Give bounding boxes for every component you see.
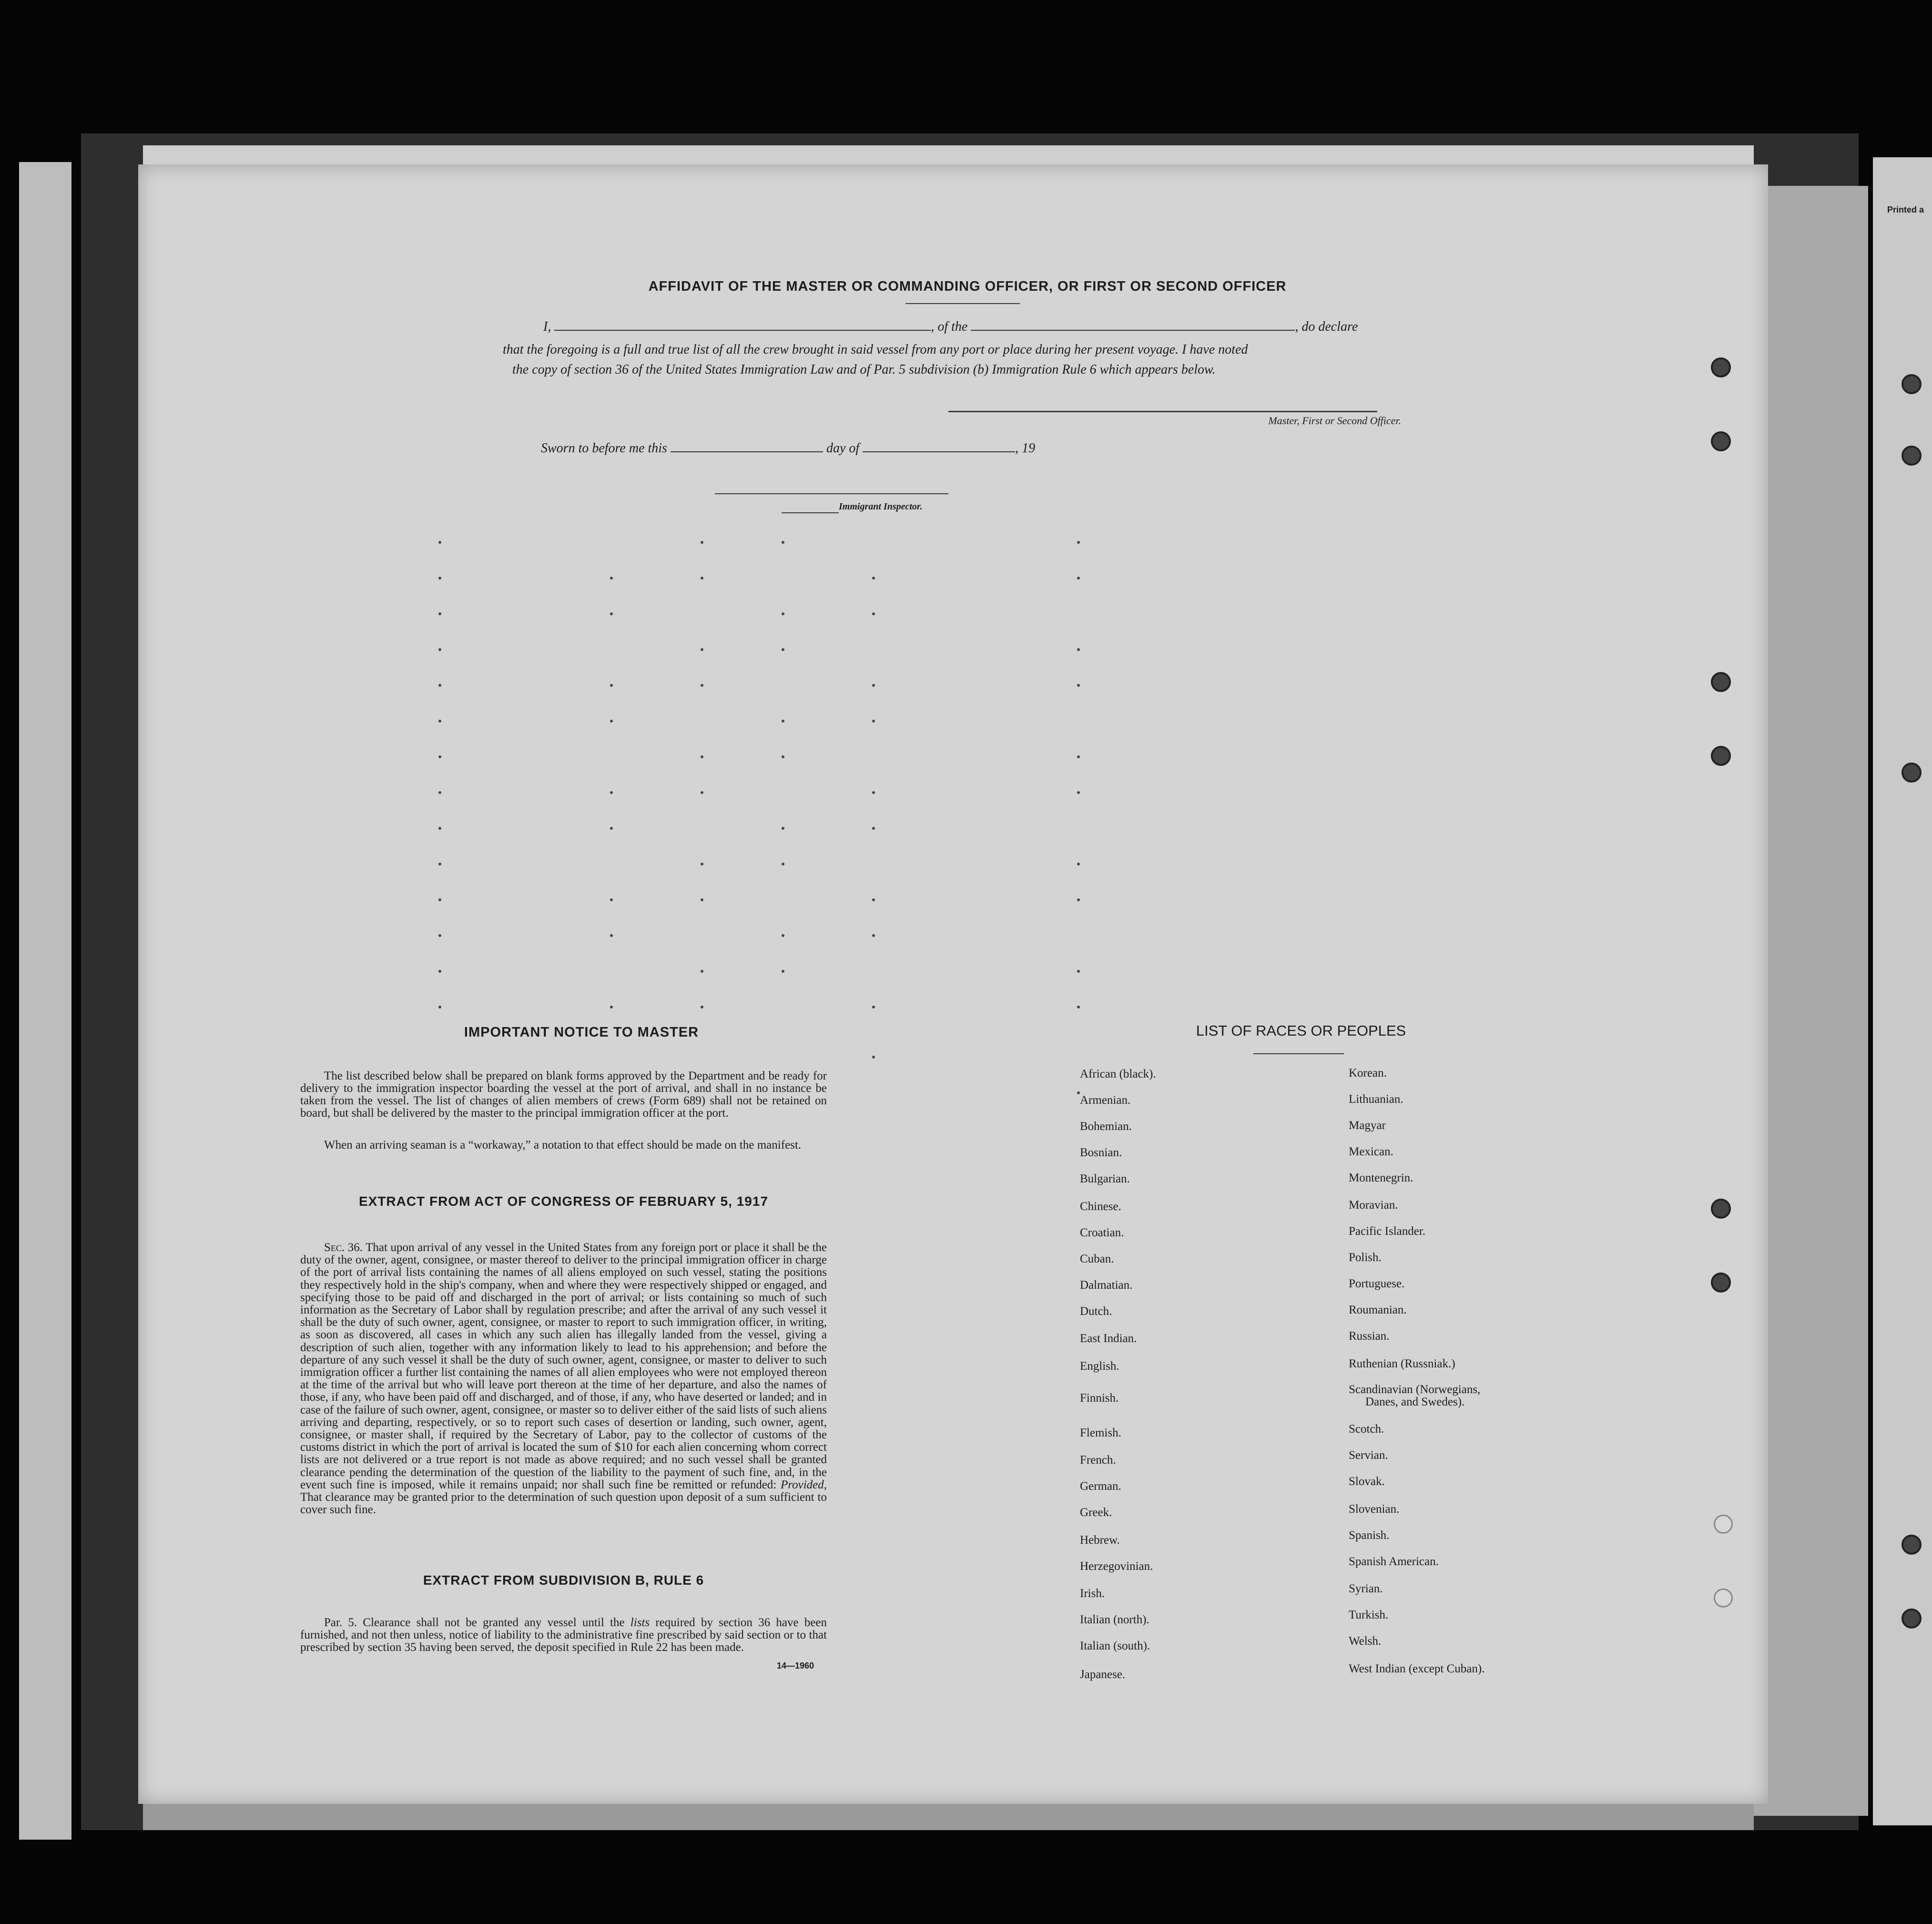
binder-hole (1901, 374, 1922, 394)
page-top-edge (143, 145, 1754, 164)
bleed-dot (1077, 863, 1080, 865)
races-divider (1253, 1053, 1344, 1054)
title-divider (905, 303, 1020, 304)
bleed-dot (782, 648, 784, 651)
section-36-text (300, 1242, 827, 1516)
binder-hole (1711, 357, 1731, 377)
binder-hole (1714, 1588, 1733, 1608)
race-item: Slovenian. (1349, 1503, 1400, 1516)
right-strip-text: Printed a (1887, 205, 1924, 214)
affidavit-line-2: that the foregoing is a full and true list of all the crew brought in said vessel from any port or place during her present voyage. I have noted (503, 342, 1248, 357)
race-item: East Indian. (1080, 1332, 1137, 1345)
race-item: Syrian. (1349, 1582, 1383, 1595)
sworn-month-blank (863, 451, 1015, 452)
race-item: Herzegovinian. (1080, 1560, 1153, 1573)
race-item: Ruthenian (Russniak.) (1349, 1357, 1455, 1370)
affidavit-of-the: , of the (931, 319, 968, 334)
bleed-dot (701, 970, 703, 973)
bleed-dot (438, 863, 441, 865)
bleed-dot (701, 791, 703, 794)
extract-act-title: EXTRACT FROM ACT OF CONGRESS OF FEBRUARY 5, 1917 (358, 1194, 769, 1209)
extract-rule-title: EXTRACT FROM SUBDIVISION B, RULE 6 (423, 1573, 704, 1588)
bleed-dot (610, 612, 613, 615)
proviso-word: Provided, (781, 1478, 827, 1491)
affidavit-line-3: the copy of section 36 of the United States Immigration Law and of Par. 5 subdivision (b) Immigration Rule 6 which appears below. (512, 362, 1216, 377)
bleed-dot (782, 827, 784, 830)
race-item: Danes, and Swedes). (1365, 1395, 1465, 1408)
bleed-dot (1077, 755, 1080, 758)
bleed-dot (872, 612, 875, 615)
bleed-dot (872, 1006, 875, 1008)
binder-hole (1901, 1608, 1922, 1629)
bleed-dot (701, 755, 703, 758)
race-item: Chinese. (1080, 1200, 1121, 1213)
binder-hole (1711, 1199, 1731, 1219)
bleed-dot (610, 684, 613, 687)
race-item: Pacific Islander. (1349, 1225, 1426, 1238)
bleed-dot (610, 577, 613, 580)
race-item: Greek. (1080, 1506, 1112, 1519)
bleed-dot (1077, 970, 1080, 973)
race-item: Turkish. (1349, 1608, 1389, 1621)
bleed-dot (610, 791, 613, 794)
bleed-dot (438, 684, 441, 687)
bleed-dot (872, 827, 875, 830)
bleed-dot (782, 970, 784, 973)
binder-hole (1711, 746, 1731, 766)
notice-paragraph-2: When an arriving seaman is a “workaway,” a notation to that effect should be made on the manifest. (324, 1139, 802, 1151)
race-item: Scotch. (1349, 1423, 1384, 1435)
race-item: German. (1080, 1480, 1121, 1493)
race-item: English. (1080, 1360, 1119, 1373)
bleed-dot (438, 541, 441, 544)
par5-lists: lists (630, 1616, 650, 1629)
race-item: Italian (north). (1080, 1613, 1149, 1626)
bleed-dot (438, 934, 441, 937)
vessel-blank (971, 330, 1295, 331)
race-item: Flemish. (1080, 1426, 1121, 1439)
bleed-dot (610, 827, 613, 830)
sworn-day-of: day of (826, 441, 860, 456)
bleed-dot (438, 720, 441, 723)
bleed-dot (872, 684, 875, 687)
notice-paragraph-1: The list described below shall be prepared on blank forms approved by the Department and be ready for delivery to the immigration inspector boarding the vessel at the port of arrival, and shall in no instance be taken from the vessel. The list of changes of alien members of crews (Form 689) shall not be retained on board, but shall be delivered by the master to the principal immigration officer at the port. (300, 1069, 827, 1120)
race-item: Italian (south). (1080, 1639, 1150, 1652)
inspector-signature-line (715, 493, 948, 494)
left-adjacent-page (19, 162, 71, 1840)
race-item: Scandinavian (Norwegians, (1349, 1383, 1481, 1396)
bleed-dot (701, 577, 703, 580)
race-item: Lithuanian. (1349, 1093, 1403, 1106)
race-item: Dutch. (1080, 1305, 1112, 1318)
bleed-dot (438, 612, 441, 615)
affidavit-title: AFFIDAVIT OF THE MASTER OR COMMANDING OFFICER, OR FIRST OR SECOND OFFICER (648, 279, 1287, 294)
bleed-dot (782, 541, 784, 544)
bleed-dot (438, 577, 441, 580)
form-number: 14—1960 (777, 1661, 814, 1670)
race-item: Dalmatian. (1080, 1279, 1133, 1292)
bleed-dot (701, 541, 703, 544)
race-item: Croatian. (1080, 1226, 1124, 1239)
proviso-text: That clearance may be granted prior to the determination of such question upon deposit of a sum sufficient to cover such fine. (300, 1491, 827, 1517)
race-item: West Indian (except Cuban). (1349, 1662, 1485, 1675)
race-item: Montenegrin. (1349, 1171, 1413, 1184)
race-item: Korean. (1349, 1067, 1387, 1079)
race-item: Welsh. (1349, 1635, 1382, 1648)
race-item: Magyar (1349, 1119, 1386, 1132)
binder-hole (1901, 446, 1922, 466)
bleed-dot (872, 934, 875, 937)
race-item: Mexican. (1349, 1145, 1393, 1158)
bleed-dot (1077, 541, 1080, 544)
par5-after: required by section 36 have been furnished, and not then unless, notice of liability to the administrative fine prescribed by said section or to that prescribed by section 35 having been served, the deposit specified in Rule 22 has been made. (300, 1616, 827, 1654)
binder-hole (1711, 1272, 1731, 1293)
race-item: Bosnian. (1080, 1146, 1122, 1159)
race-item: Hebrew. (1080, 1534, 1120, 1547)
bleed-dot (610, 720, 613, 723)
race-item: Armenian. (1080, 1094, 1131, 1107)
bleed-dot (438, 791, 441, 794)
binder-hole (1901, 763, 1922, 783)
race-item: Bulgarian. (1080, 1172, 1130, 1185)
race-item: Cuban. (1080, 1252, 1114, 1265)
bleed-dot (1077, 898, 1080, 901)
race-item: Bohemian. (1080, 1120, 1132, 1133)
bleed-dot (610, 934, 613, 937)
bleed-dot (872, 577, 875, 580)
section-label: Sec. 36. (324, 1241, 363, 1254)
binder-hole (1714, 1515, 1733, 1534)
bleed-dot (1077, 684, 1080, 687)
right-adjacent-page (1873, 157, 1932, 1825)
race-item: Slovak. (1349, 1475, 1385, 1488)
race-item: Roumanian. (1349, 1303, 1407, 1316)
binder-hole (1711, 672, 1731, 692)
bleed-dot (610, 1006, 613, 1008)
bleed-dot (872, 898, 875, 901)
par-5-text (300, 1617, 827, 1654)
inspector-caption: Immigrant Inspector. (839, 501, 923, 512)
bleed-dot (438, 898, 441, 901)
bleed-dot (701, 684, 703, 687)
binder-hole (1901, 1535, 1922, 1555)
bleed-dot (782, 612, 784, 615)
bleed-dot (782, 863, 784, 865)
race-item: Finnish. (1080, 1392, 1119, 1405)
name-blank (554, 330, 931, 331)
bleed-dot (701, 1006, 703, 1008)
race-item: Polish. (1349, 1251, 1382, 1264)
race-item: Spanish American. (1349, 1555, 1439, 1568)
race-item: African (black). (1080, 1068, 1156, 1080)
bleed-dot (782, 934, 784, 937)
bleed-dot (610, 898, 613, 901)
race-item: Moravian. (1349, 1199, 1398, 1211)
inspector-short-line (782, 512, 839, 513)
bleed-dot (1077, 577, 1080, 580)
bleed-dot (1077, 791, 1080, 794)
bleed-dot (438, 648, 441, 651)
bleed-dot (872, 720, 875, 723)
bleed-dot (438, 1006, 441, 1008)
sworn-line (541, 441, 1113, 456)
section-body: That upon arrival of any vessel in the United States from any foreign port or place it shall be the duty of the owner, agent, consignee, or master thereof to deliver to the principal immigration officer in charge of the port of arrival lists containing the names of all aliens employed on such vessel, stating the positions they respectively hold in the ship's company, when and where they were respectively shipped or engaged, and specifying those to be paid off and discharged in the port of arrival; or lists containing so much of such information as the Secretary of Labor shall by regulation prescribe; and after the arrival of any such vessel it shall be the duty of such owner, agent, consignee, or master to report to such immigration officer, in writing, as soon as discovered, all cases in which any such alien has illegally landed from the vessel, giving a description of such alien, together with any information likely to lead to his apprehension; and before the departure of any such vessel it shall be the duty of such owner, agent, consignee, or master to deliver to such immigration officer a further list containing the names of all alien employees who were not employed thereon at the time of the arrival but who will leave port thereon at the time of her departure, and also the names of those, if any, who have been paid off and discharged, and of those, if any, who have deserted or landed; and in case of the failure of such owner, agent, consignee, or master so to deliver either of the said lists of such aliens arriving and departing, respectively, or so to report such cases of desertion or landing, such owner, agent, consignee, or master shall, if required by the Secretary of Labor, pay to the collector of customs of the customs district in which the port of arrival is located the sum of $10 for each alien concerning whom correct lists are not delivered or a true report is not made as above required; and no such vessel shall be granted clearance pending the determination of the question of the liability to the payment of such fine, and, in the event such fine is imposed, while it remains unpaid; nor shall such fine be remitted or refunded: (300, 1241, 827, 1491)
race-item: Irish. (1080, 1587, 1105, 1600)
binder-hole (1711, 431, 1731, 451)
notice-title: IMPORTANT NOTICE TO MASTER (464, 1025, 699, 1040)
bleed-dot (782, 755, 784, 758)
races-title: LIST OF RACES OR PEOPLES (1196, 1022, 1406, 1039)
master-signature-line (948, 411, 1377, 412)
race-item: Servian. (1349, 1449, 1388, 1462)
bleed-dot (782, 720, 784, 723)
race-item: Japanese. (1080, 1668, 1126, 1681)
bleed-dot (1077, 648, 1080, 651)
race-item: Russian. (1349, 1330, 1390, 1343)
affidavit-i: I, (543, 319, 551, 334)
master-signature-caption: Master, First or Second Officer. (1268, 415, 1401, 427)
race-item: French. (1080, 1454, 1116, 1466)
race-item: Portuguese. (1349, 1277, 1405, 1290)
par5-before: Par. 5. Clearance shall not be granted any vessel until the (324, 1616, 625, 1629)
bleed-dot (438, 755, 441, 758)
bleed-dot (1077, 1006, 1080, 1008)
sworn-day-blank (671, 451, 823, 452)
bleed-dot (701, 898, 703, 901)
affidavit-declare: , do declare (1295, 319, 1358, 334)
bleed-dot (701, 648, 703, 651)
bleed-dot (872, 1056, 875, 1059)
document-page (138, 164, 1768, 1804)
sworn-year: , 19 (1015, 441, 1036, 456)
sworn-prefix: Sworn to before me this (541, 441, 667, 456)
bleed-dot (872, 791, 875, 794)
race-item: Spanish. (1349, 1529, 1390, 1542)
bleed-dot (701, 863, 703, 865)
bleed-dot (438, 970, 441, 973)
affidavit-line-1 (543, 319, 1401, 335)
bleed-dot (438, 827, 441, 830)
